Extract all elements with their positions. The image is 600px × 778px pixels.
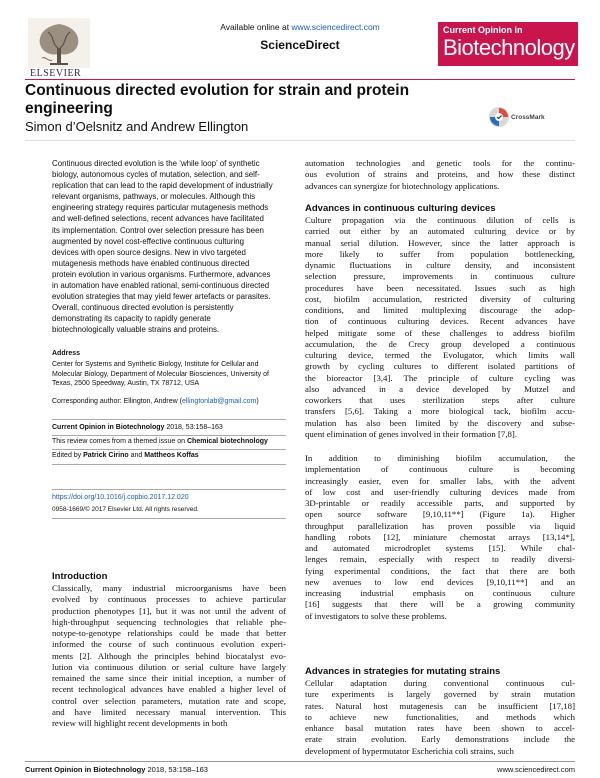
culturing-paragraph-1 <box>305 215 575 440</box>
text-line: control over selection parameters, mutation rate and scope, <box>52 695 286 706</box>
text-line: protein evolution in various organisms. Furthermore, advances <box>52 269 271 279</box>
text-line: open source software [9,10,11**] (Figure 1a). Higher <box>305 509 575 520</box>
sciencedirect-title: ScienceDirect <box>260 38 340 52</box>
sidebar-divider <box>52 489 286 490</box>
text-line: the bioreactor [3,4]. The principle of culture cycling was <box>305 372 575 383</box>
text-line: procedures have been necessitated. Issues such as high <box>305 282 575 293</box>
publisher-logo-text: ELSEVIER <box>30 68 82 79</box>
text-line: enhance basal mutation rates have been shown to accel- <box>305 723 575 733</box>
text-line: cost, biofilm accumulation, restricted diversity of culturing <box>305 293 575 304</box>
editors-line: Edited by Patrick Cirino and Mattheos Koffas <box>52 452 199 459</box>
text-line: throughput parallelization has proven possible via liquid <box>305 520 575 531</box>
text-line: Molecular Biology, Department of Molecular Biosciences, University of <box>52 370 269 378</box>
text-line: selection pressure, improvements in continuous culture <box>305 271 575 282</box>
text-line: also advanced in a device developed by Mutzel and <box>305 383 575 394</box>
text-line: quent elimination of genes involved in their formation [7,8]. <box>305 428 518 439</box>
text-line: fying experimental conditions, the fact that there are both <box>305 565 575 576</box>
text-line: ments [2]. Although the principles behind biocatalyst evo- <box>52 650 286 661</box>
text-line: development of hypermutator Escherichia coli strains, such <box>305 745 514 756</box>
text-line: carried out either by an automated culturing device or by <box>305 226 575 237</box>
corresponding-author: Corresponding author: Ellington, Andrew (ellingtonlab@gmail.com) <box>52 398 259 405</box>
text-line: increasingly easier, even for smaller labs, with the advent <box>305 475 575 486</box>
text-line: Classically, many industrial microorganisms have been <box>52 583 286 593</box>
text-line: lution via continuous dilution or serial culture have largely <box>52 661 286 672</box>
text-line: evolved by continuous processes to achieve particular <box>52 594 286 605</box>
text-line: informed the course of such continuous evolution experi- <box>52 639 286 650</box>
text-line: and automated microdroplet systems [15]. While chal- <box>305 543 575 553</box>
text-line: growth by cycling cultures to different isolated partitions of <box>305 361 575 372</box>
journal-box-line1: Current Opinion in <box>443 25 523 35</box>
text-line: its implementation. Control over selection pressure has been <box>52 225 264 235</box>
text-line: new avenues to low end devices [9,10,11**] and an <box>305 576 575 587</box>
text-line: Overall, continuous directed evolution is persistently <box>52 303 234 313</box>
text-line: production phenotypes [1], but it was not until the advent of <box>52 605 286 616</box>
text-line: automation technologies and genetic tools for the continu- <box>305 158 575 168</box>
section-heading-mutating-strains: Advances in strategies for mutating strains <box>305 666 501 677</box>
section-heading-introduction: Introduction <box>52 571 108 582</box>
text-line: dynamic fluctuations in culture density, and inconsistent <box>305 260 575 270</box>
crossmark-label: CrossMark <box>511 114 545 121</box>
text-line: accumulation, the de Crecy group developed a continuous <box>305 338 575 349</box>
text-line: mutagenesis methods have enabled continuous directed <box>52 258 250 268</box>
text-line: relevant organisms, pathways, or molecules. Although this <box>52 192 256 202</box>
text-line: in automation have enabled rational, semi-continuous directed <box>52 281 270 291</box>
availability-line: Available online at www.sciencedirect.com <box>220 22 380 32</box>
text-line: helped mitigate some of these challenges to address biofilm <box>305 327 575 338</box>
themed-issue-line: This review comes from a themed issue on Chemical biotechnology <box>52 438 268 445</box>
address-heading: Address <box>52 350 81 357</box>
text-line: high-throughput sequencing technologies that reliable phe- <box>52 616 286 627</box>
text-line: biotechnologically valuable strains and proteins. <box>52 325 220 335</box>
text-line: more likely to suffer from population bottlenecking, <box>305 248 575 259</box>
text-line: biology, autonomous cycles of mutation, selection, and self- <box>52 170 260 180</box>
crossmark-icon[interactable] <box>488 106 510 128</box>
text-line: recent technological advances have enabled a higher level of <box>52 684 286 695</box>
sidebar-divider <box>52 449 286 450</box>
text-line: erate strain evolution. Early demonstrations include the <box>305 734 575 745</box>
text-line: Texas, 2500 Speedway, Austin, TX 78712, USA <box>52 380 200 388</box>
citation-line: Current Opinion in Biotechnology 2018, 53:158–163 <box>52 424 223 431</box>
text-line: and have limited necessary manual intervention. This <box>52 706 286 717</box>
header-divider <box>25 79 575 80</box>
text-line: implementation of continuous culture is becoming <box>305 464 575 475</box>
text-line: and well-defined selections, recent advances have facilitated <box>52 214 264 224</box>
doi-link[interactable]: https://doi.org/10.1016/j.copbio.2017.12.020 <box>52 494 189 501</box>
mutating-paragraph <box>305 678 575 757</box>
text-line: replication that can lead to the rapid development of industrially <box>52 181 273 191</box>
text-line: Culture propagation via the continuous dilution of cells is <box>305 215 575 225</box>
right-column-continuation <box>305 158 575 192</box>
text-line: 3D-printable or readily accessible parts, and supported by <box>305 498 575 508</box>
text-line: devices with open source designs. New in vivo targeted <box>52 247 246 257</box>
abstract <box>52 158 286 336</box>
text-line: tion of continuous culturing devices. Recent advances have <box>305 316 575 327</box>
text-line: culturing device, termed the Evolugator, which limits wall <box>305 350 575 360</box>
text-line: lenges remain, especially with respect to readily diversi- <box>305 554 575 565</box>
text-line: Cellular adaptation during conventional continuous cul- <box>305 678 575 688</box>
text-line: transfers [5,6]. Taking a more biological tack, biofilm accu- <box>305 406 575 417</box>
text-line: of low cost and user-friendly culturing devices made from <box>305 486 575 497</box>
text-line: ture experiments is largely governed by strain mutation <box>305 689 575 700</box>
footer-site: www.sciencedirect.com <box>497 765 575 774</box>
text-line: remained the same since their initial inception, a number of <box>52 673 286 683</box>
journal-box-line2: Biotechnology <box>443 35 575 60</box>
text-line: In addition to diminishing biofilm accumulation, the <box>305 453 575 463</box>
text-line: demonstrating its capacity to rapidly generate <box>52 314 211 324</box>
text-line: to achieve new functionalities, and methods which <box>305 711 575 722</box>
text-line: coworkers that uses sterilization steps after culture <box>305 395 575 405</box>
sciencedirect-link[interactable]: www.sciencedirect.com <box>291 22 380 32</box>
text-line: advances can synergize for biotechnology applications. <box>305 180 500 191</box>
text-line: notype-to-genotype relationships could be made that better <box>52 628 286 638</box>
sidebar-divider <box>52 464 286 465</box>
text-line: increasing industrial emphasis on continuous culture <box>305 588 575 598</box>
culturing-paragraph-2 <box>305 453 575 622</box>
sidebar-divider <box>52 518 286 519</box>
article-authors: Simon d’Oelsnitz and Andrew Ellington <box>25 119 249 134</box>
address-text <box>52 360 286 389</box>
author-email-link[interactable]: ellingtonlab@gmail.com <box>181 398 257 405</box>
section-heading-culturing-devices: Advances in continuous culturing devices <box>305 203 496 214</box>
text-line: of investigators to solve these problems. <box>305 610 447 621</box>
text-line: review will highlight recent developments in both <box>52 718 228 728</box>
text-line: manual serial dilution. However, since the latter approach is <box>305 237 575 248</box>
text-line: conditions, and limited multiplexing discourage the adop- <box>305 305 575 315</box>
text-line: evolution strategies that may yield fewer artefacts or parasites. <box>52 292 271 302</box>
text-line: [16] suggests that there will be a growing community <box>305 599 575 610</box>
text-line: augmented by novel cost-effective continuous culturing <box>52 236 244 246</box>
text-line: Continuous directed evolution is the ‘while loop’ of synthetic <box>52 159 260 168</box>
journal-logo-box <box>438 22 578 66</box>
text-line: mulation has also been limited by the discovery and subse- <box>305 417 575 428</box>
footer-divider <box>25 761 575 762</box>
article-title: Continuous directed evolution for strain and protein engineering <box>25 82 410 117</box>
copyright-line: 0958-1669/© 2017 Elsevier Ltd. All rights reserved. <box>52 506 199 513</box>
text-line: Center for Systems and Synthetic Biology, Institute for Cellular and <box>52 361 259 368</box>
text-line: ous evolution of strains and proteins, and how these distinct <box>305 169 575 180</box>
sidebar-divider <box>52 435 286 436</box>
introduction-text <box>52 583 286 729</box>
sidebar-divider <box>52 419 286 420</box>
author-divider <box>25 140 575 141</box>
text-line: handling robots [12], miniature chemostat arrays [13,14*], <box>305 531 575 542</box>
text-line: rates. Natural host mutagenesis can be insufficient [17,18] <box>305 700 575 711</box>
footer-citation: Current Opinion in Biotechnology 2018, 53:158–163 <box>25 765 208 774</box>
text-line: engineering strategy requires particular mutagenesis methods <box>52 203 269 213</box>
